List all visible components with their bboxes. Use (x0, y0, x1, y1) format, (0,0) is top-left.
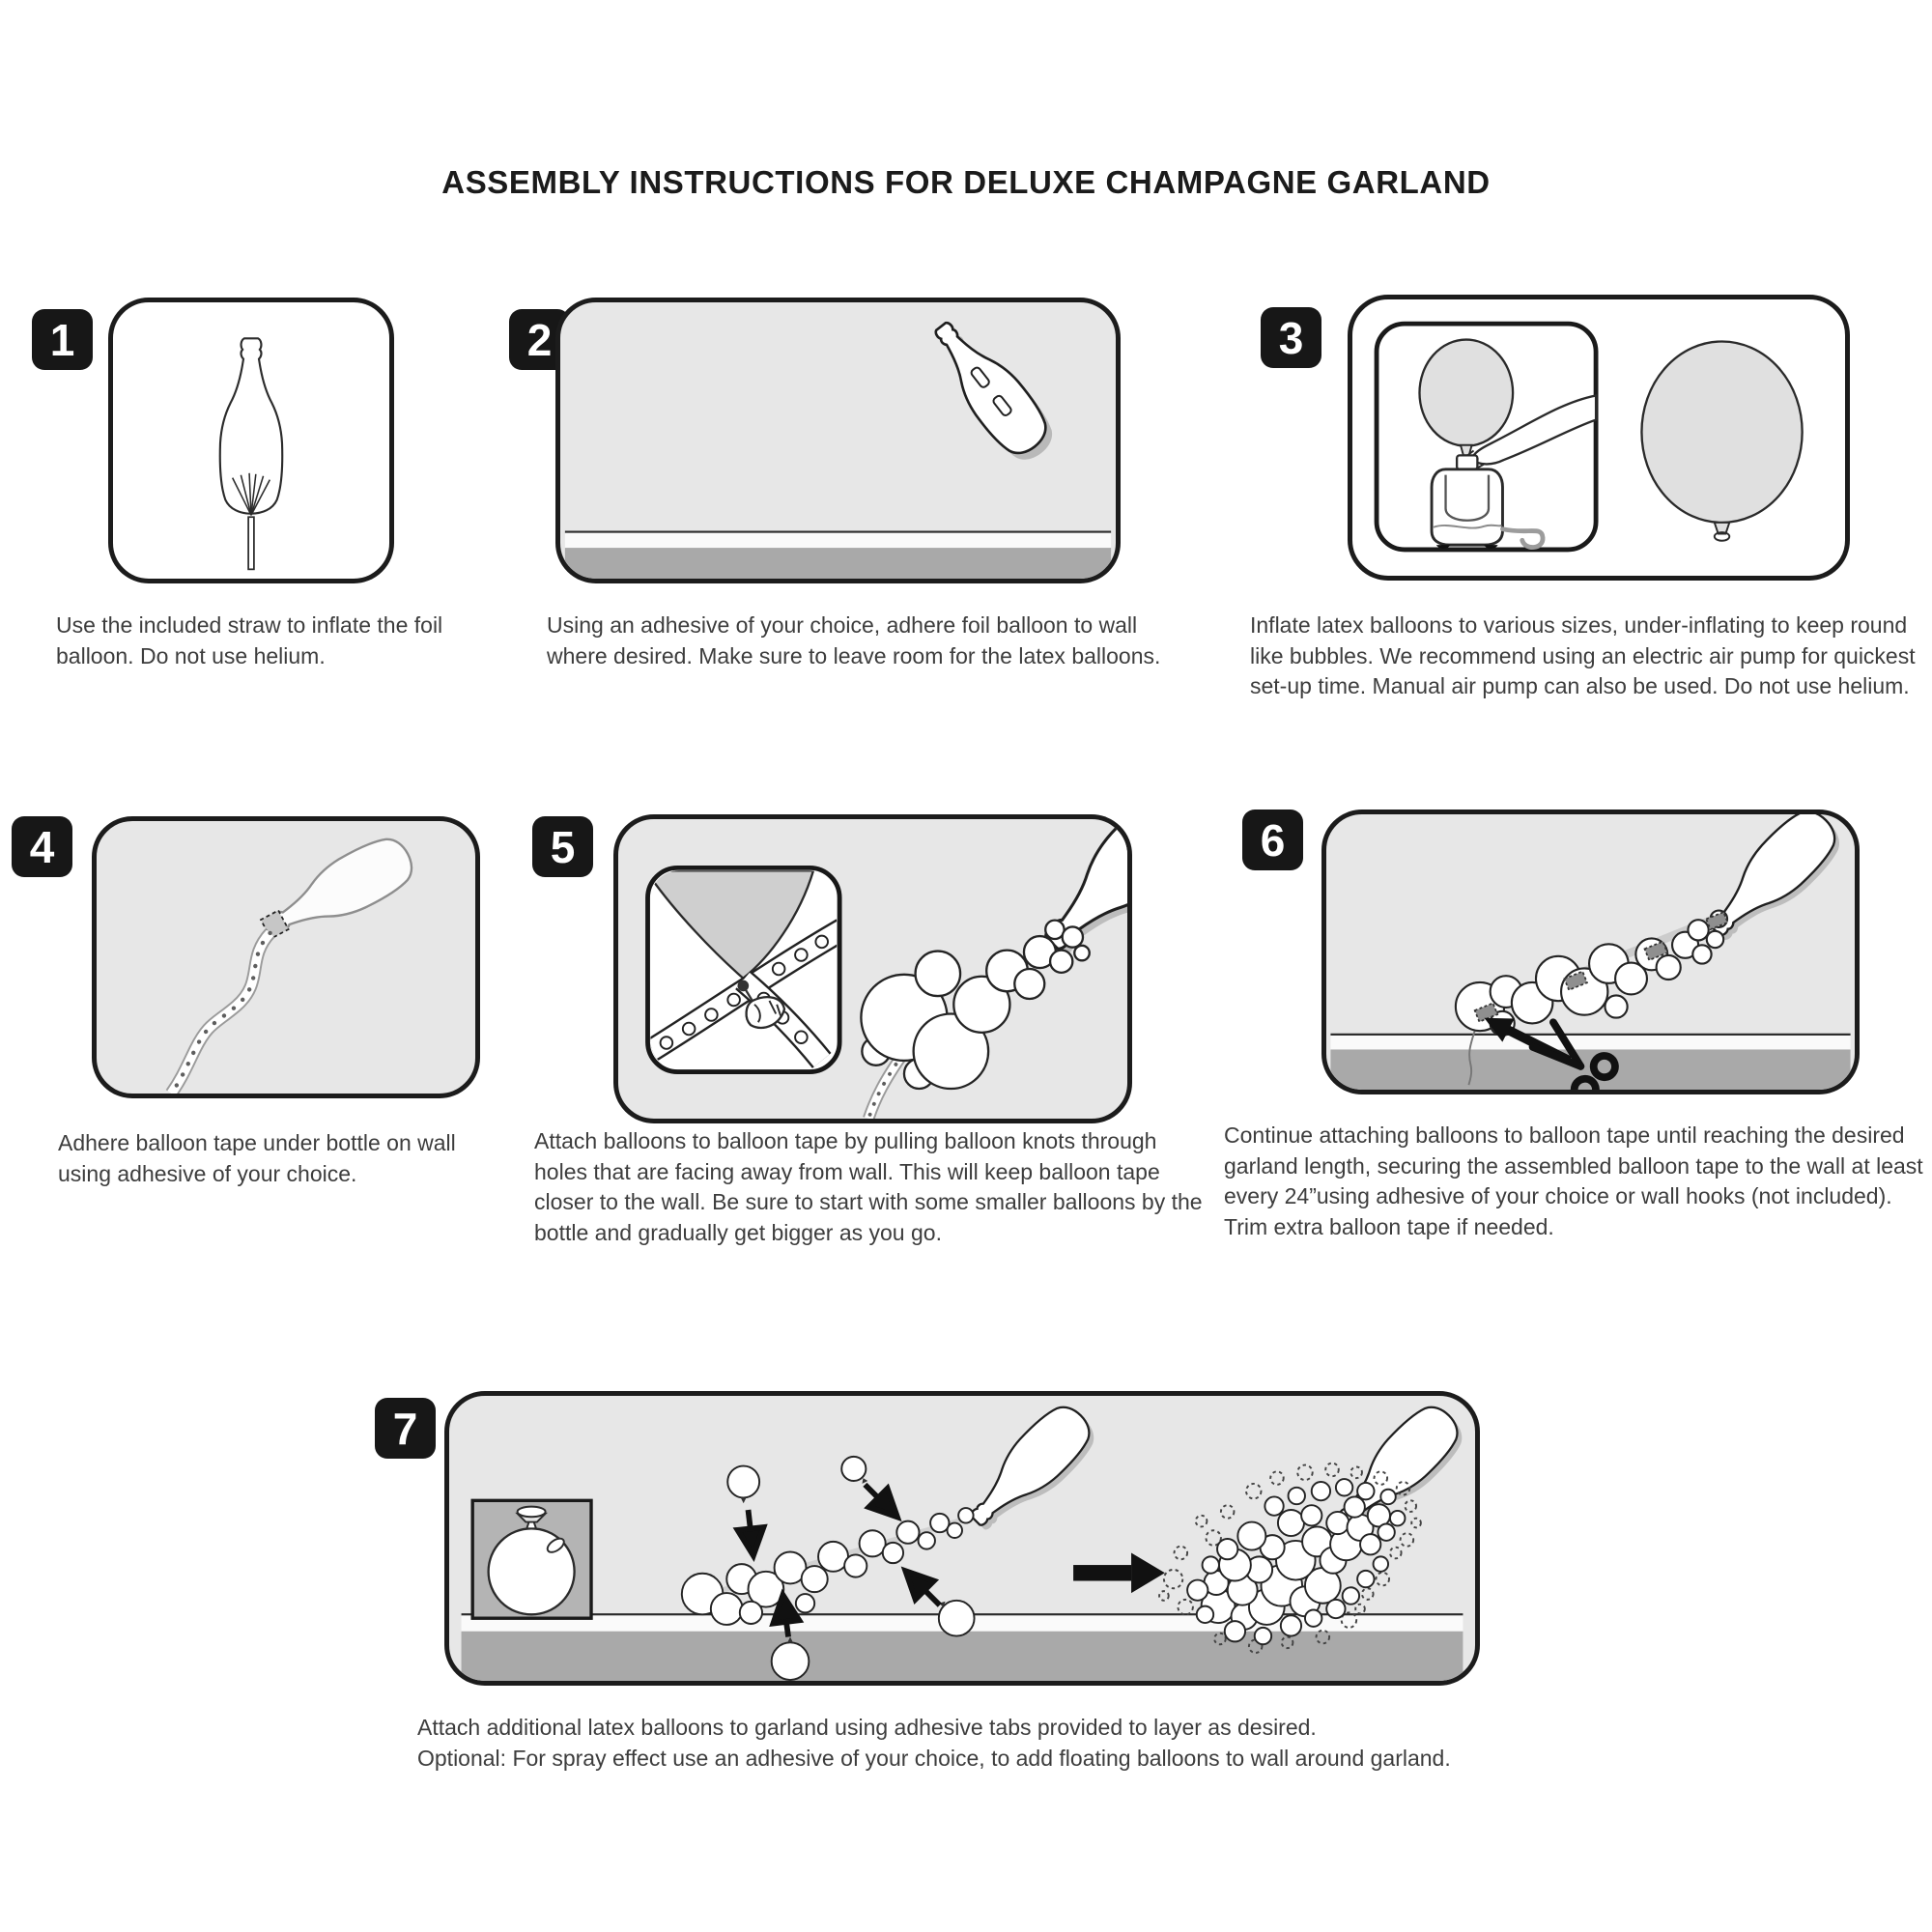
step-5-illustration (613, 814, 1132, 1123)
step-2-illustration (555, 298, 1121, 583)
balloon-tape-icon (171, 933, 270, 1094)
step-7-number-badge (375, 1398, 436, 1459)
inflated-latex-balloon-icon (1641, 341, 1802, 540)
page-title: ASSEMBLY INSTRUCTIONS FOR DELUXE CHAMPAGNE GARLAND (441, 164, 1491, 200)
layering-balloons-scene (449, 1396, 1475, 1681)
step-3-number: 3 (1278, 312, 1304, 363)
attaching-balloons-scene (618, 819, 1127, 1119)
securing-garland-scene (1326, 814, 1855, 1090)
step-4-illustration (92, 816, 480, 1098)
step-3-caption: Inflate latex balloons to various sizes, under-inflating to keep round like bubbles. We recommend using an electric air pump for quickest set-up time. Manual air pump can also be used. Do not use helium. (1250, 612, 1916, 699)
step-arrow-icon (1073, 1552, 1165, 1593)
step-4-number-badge (12, 816, 72, 877)
step-7-caption-line-1: Attach additional latex balloons to garland using adhesive tabs provided to layer as desired. (417, 1715, 1317, 1740)
straw-icon (248, 517, 254, 569)
foil-bottle-balloon-icon (113, 302, 389, 579)
step-4-caption: Adhere balloon tape under bottle on wall using adhesive of your choice. (58, 1130, 456, 1186)
step-7-caption-line-2: Optional: For spray effect use an adhesive of your choice, to add floating balloons to wall around garland. (417, 1745, 1451, 1771)
step-1-caption: Use the included straw to inflate the foil balloon. Do not use helium. (56, 612, 443, 668)
step-1-illustration (108, 298, 394, 583)
baseboard (565, 532, 1111, 579)
step-6-caption: Continue attaching balloons to balloon tape until reaching the desired garland length, securing the assembled balloon tape to the wall at least every 24”using adhesive of your choice or wall hooks (not included). Trim extra balloon tape if needed. (1224, 1122, 1923, 1240)
step-3-illustration (1348, 295, 1850, 581)
step-2-number: 2 (526, 314, 553, 365)
wall-with-foil-balloon (560, 302, 1116, 579)
left-bottle-icon (957, 1397, 1104, 1544)
step-5-caption: Attach balloons to balloon tape by pulling balloon knots through holes that are facing away from wall. This will keep balloon tape closer to the wall. Be sure to start with some smaller balloons by the bottle and gradually get bigger as you go. (534, 1128, 1203, 1246)
step-6-number: 6 (1260, 814, 1286, 866)
step-1-number-badge (32, 309, 93, 370)
step-7-illustration (444, 1391, 1480, 1686)
step-1-number: 1 (49, 314, 75, 365)
step-4-number: 4 (29, 821, 55, 872)
step-6-number-badge (1242, 810, 1303, 870)
step-7-caption (417, 1713, 1538, 1774)
left-balloon-garland (682, 1508, 974, 1625)
step-7-number: 7 (392, 1403, 418, 1454)
step-3-number-badge (1261, 307, 1321, 368)
step-5-number: 5 (550, 821, 576, 872)
adhesive-tab-inset (472, 1500, 591, 1618)
bottle-with-balloon-tape (97, 821, 475, 1094)
inflating-balloons-scene (1352, 299, 1845, 576)
step-5-number-badge (532, 816, 593, 877)
step-2-caption: Using an adhesive of your choice, adhere foil balloon to wall where desired. Make sure to leave room for the latex balloons. (547, 612, 1161, 668)
step-6-illustration (1321, 810, 1860, 1094)
champagne-bottle-balloon-icon (920, 310, 1063, 470)
knot-detail-inset (644, 867, 842, 1071)
